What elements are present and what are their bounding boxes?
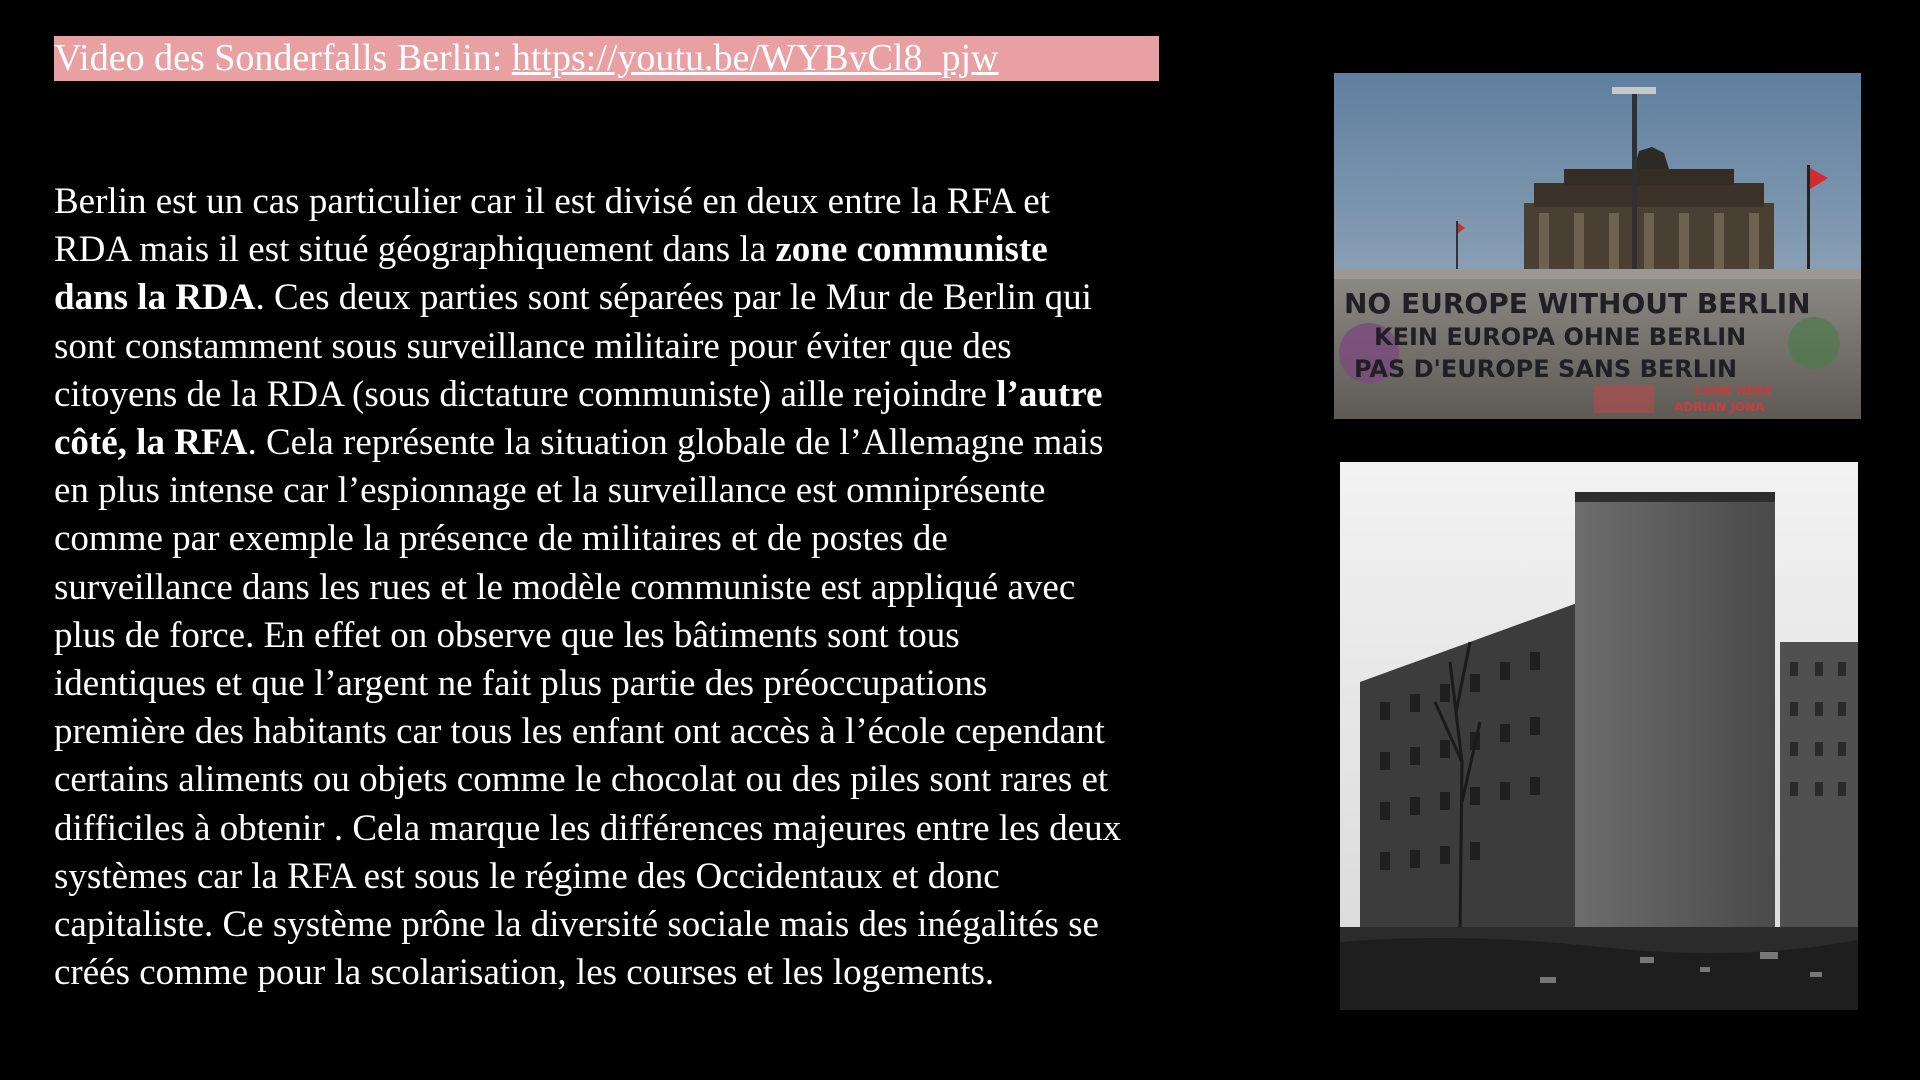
body-paragraph [54,178,1344,997]
text-line: côté, la RFA. Cela représente la situation globale de l’Allemagne mais [54,422,1104,464]
bold-phrase: l’autre [996,373,1103,415]
tenement-building-photo [1340,462,1858,1010]
text-line: créés comme pour la scolarisation, les courses et les logements. [54,952,995,994]
text-line: en plus intense car l’espionnage et la surveillance est omniprésente [54,470,1046,512]
bold-phrase: zone communiste [775,229,1048,271]
graffiti-text: ADRIAN JONA [1674,400,1765,414]
text-line: première des habitants car tous les enfant ont accès à l’école cependant [54,711,1105,753]
graffiti-text: PAS D'EUROPE SANS BERLIN [1354,355,1738,383]
video-url-link[interactable]: https://youtu.be/WYBvCl8_pjw [511,37,999,79]
graffiti-text: CAME HERE [1694,384,1773,398]
text-line: dans la RDA. Ces deux parties sont séparées par le Mur de Berlin qui [54,277,1092,319]
text-line: sont constamment sous surveillance militaire pour éviter que des [54,325,1012,367]
text-line: plus de force. En effet on observe que les bâtiments sont tous [54,614,960,656]
text-line: comme par exemple la présence de militaires et de postes de [54,518,948,560]
text-line: difficiles à obtenir . Cela marque les différences majeures entre les deux [54,807,1122,849]
bold-phrase: côté, la RFA [54,422,248,464]
berlin-wall-photo [1334,73,1861,419]
video-label: Video des Sonderfalls Berlin: [54,37,512,79]
text-line: certains aliments ou objets comme le chocolat ou des piles sont rares et [54,759,1109,801]
graffiti-text: NO EUROPE WITHOUT BERLIN [1344,287,1811,320]
text-line: systèmes car la RFA est sous le régime des Occidentaux et donc [54,855,1000,897]
text-line: citoyens de la RDA (sous dictature communiste) aille rejoindre l’autre [54,373,1103,415]
text-line: capitaliste. Ce système prône la diversité sociale mais des inégalités se [54,904,1099,946]
graffiti-text: KEIN EUROPA OHNE BERLIN [1374,323,1747,351]
text-line: surveillance dans les rues et le modèle communiste est appliqué avec [54,566,1076,608]
bold-phrase: dans la RDA [54,277,256,319]
text-line: RDA mais il est situé géographiquement dans la zone communiste [54,229,1048,271]
video-link-line [54,36,1159,81]
text-line: Berlin est un cas particulier car il est divisé en deux entre la RFA et [54,181,1050,222]
text-line: identiques et que l’argent ne fait plus partie des préoccupations [54,663,988,705]
